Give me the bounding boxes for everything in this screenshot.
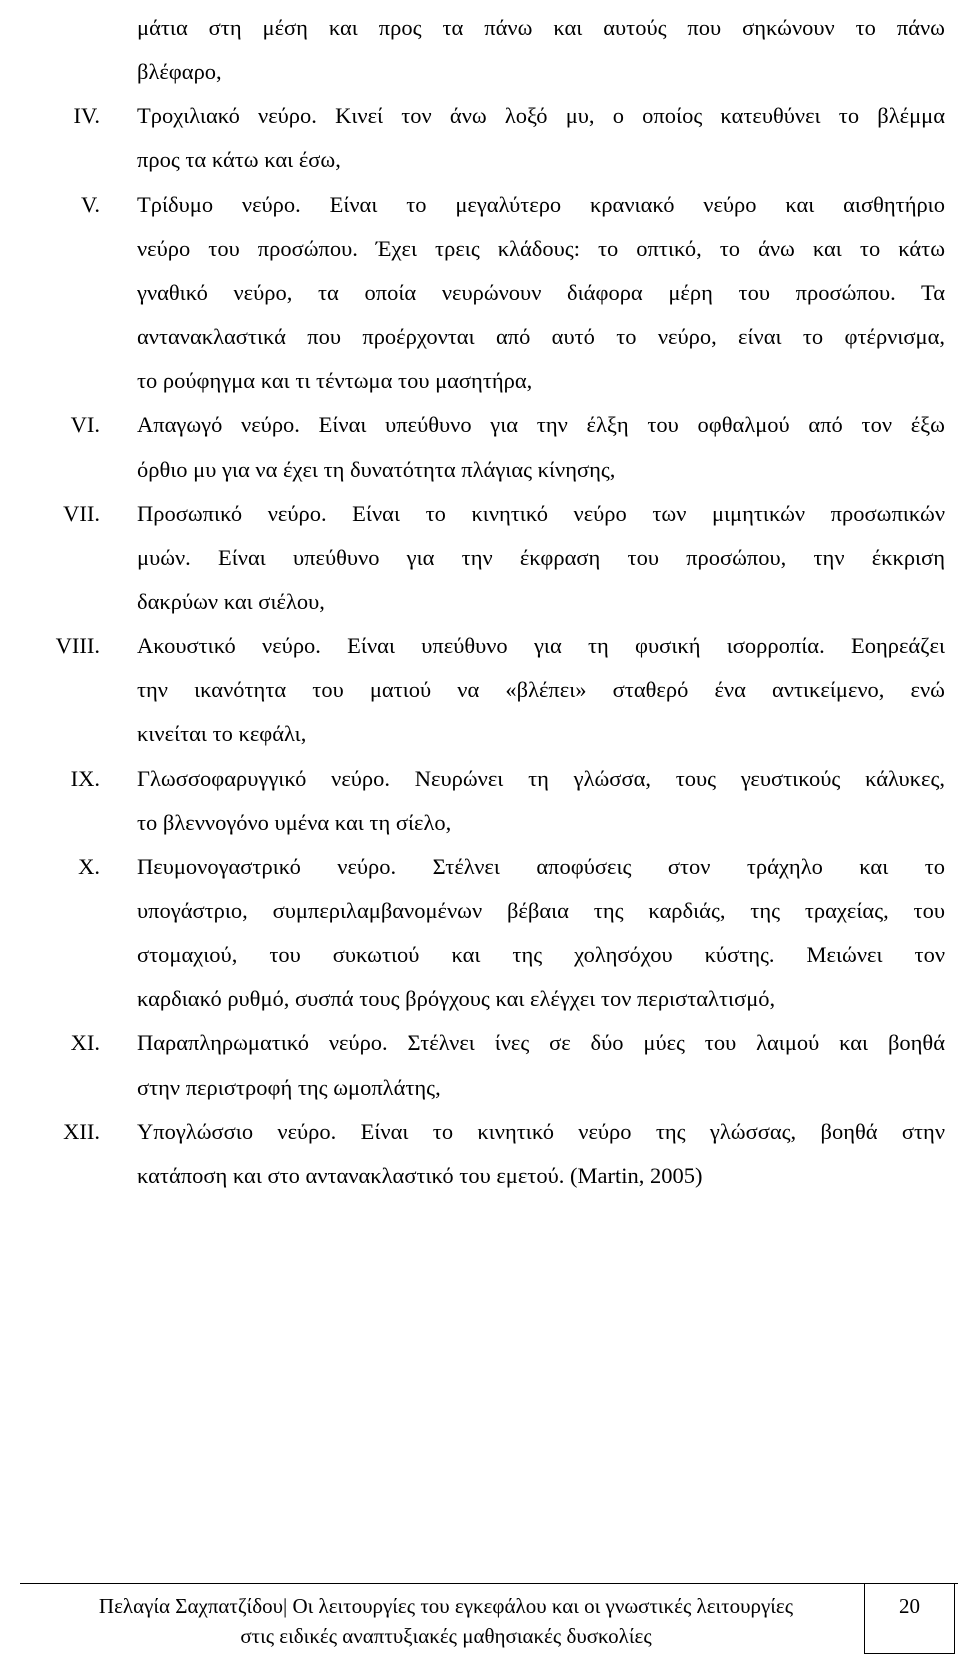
text-line: προς τα κάτω και έσω, <box>137 147 341 173</box>
text-line: το βλεννογόνο υμένα και τη σίελο, <box>137 809 452 835</box>
text-line: μάτια στη μέση και προς τα πάνω και αυτούς που σηκώνουν το πάνω <box>137 15 945 40</box>
footer-separator: | <box>283 1594 288 1618</box>
text-line: καρδιακό ρυθμό, συσπά τους βρόγχους και ελέγχει τον περισταλτισμό, <box>137 986 776 1012</box>
footer-title-line-1: Οι λειτουργίες του εγκεφάλου και οι γνωστικές λειτουργίες <box>292 1594 794 1618</box>
page-number: 20 <box>899 1594 920 1618</box>
text-line: την ικανότητα του ματιού να «βλέπει» σταθερό ένα αντικείμενο, ενώ <box>137 677 945 703</box>
text-line: βλέφαρο, <box>137 59 222 85</box>
text-line: Ακουστικό νεύρο. Είναι υπεύθυνο για τη φυσική ισορροπία. Εοηρεάζει <box>137 633 945 659</box>
text-line: Γλωσσοφαρυγγικό νεύρο. Νευρώνει τη γλώσσα, τους γευστικούς κάλυκες, <box>137 765 945 791</box>
list-number: XI. <box>70 1030 100 1056</box>
text-line: στομαχιού, του συκωτιού και της χολησόχου κύστης. Μειώνει τον <box>137 942 945 968</box>
list-number: IV. <box>73 103 100 129</box>
text-line: Απαγωγό νεύρο. Είναι υπεύθυνο για την έλξη του οφθαλμού από τον έξω <box>137 412 945 438</box>
text-line: κινείται το κεφάλι, <box>137 721 307 747</box>
text-line: στην περιστροφή της ωμοπλάτης, <box>137 1074 441 1100</box>
text-line: αντανακλαστικά που προέρχονται από αυτό το νεύρο, είναι το φτέρνισμα, <box>137 324 945 350</box>
footer-line-1 <box>20 1591 872 1621</box>
text-line: Παραπληρωματικό νεύρο. Στέλνει ίνες σε δύο μύες του λαιμού και βοηθά <box>137 1030 945 1056</box>
list-number: VIII. <box>55 633 100 659</box>
text-line: γναθικό νεύρο, τα οποία νευρώνουν διάφορα μέρη του προσώπου. Τα <box>137 279 945 305</box>
text-line: Πευμονογαστρικό νεύρο. Στέλνει αποφύσεις στον τράχηλο και το <box>137 853 945 879</box>
text-line: το ρούφηγμα και τι τέντωμα του μασητήρα, <box>137 368 533 394</box>
text-line: μυών. Είναι υπεύθυνο για την έκφραση του προσώπου, την έκκριση <box>137 544 945 570</box>
list-number: V. <box>81 191 100 217</box>
text-line: κατάποση και στο αντανακλαστικό του εμετού. (Martin, 2005) <box>137 1162 703 1188</box>
page-number-box <box>864 1584 955 1654</box>
page-footer <box>20 1583 958 1656</box>
text-line: δακρύων και σιέλου, <box>137 588 325 614</box>
text-line: Τρίδυμο νεύρο. Είναι το μεγαλύτερο κρανιακό νεύρο και αισθητήριο <box>137 191 945 217</box>
list-number: XII. <box>63 1118 100 1144</box>
text-line: νεύρο του προσώπου. Έχει τρεις κλάδους: το οπτικό, το άνω και το κάτω <box>137 235 945 261</box>
text-line: Υπογλώσσιο νεύρο. Είναι το κινητικό νεύρο της γλώσσας, βοηθά στην <box>137 1118 945 1144</box>
text-line: υπογάστριο, συμπεριλαμβανομένων βέβαια της καρδιάς, της τραχείας, του <box>137 898 945 923</box>
text-line: Τροχιλιακό νεύρο. Κινεί τον άνω λοξό μυ, ο οποίος κατευθύνει το βλέμμα <box>137 103 945 129</box>
list-number: VII. <box>63 500 100 526</box>
footer-author: Πελαγία Σαχπατζίδου <box>98 1594 283 1618</box>
text-line: όρθιο μυ για να έχει τη δυνατότητα πλάγιας κίνησης, <box>137 456 616 482</box>
list-number: VI. <box>70 412 100 438</box>
list-number: X. <box>78 853 100 879</box>
footer-text <box>20 1584 872 1651</box>
text-line: Προσωπικό νεύρο. Είναι το κινητικό νεύρο των μιμητικών προσωπικών <box>137 500 945 526</box>
footer-title-line-2: στις ειδικές αναπτυξιακές μαθησιακές δυσκολίες <box>240 1624 652 1648</box>
list-number: IX. <box>70 765 100 791</box>
